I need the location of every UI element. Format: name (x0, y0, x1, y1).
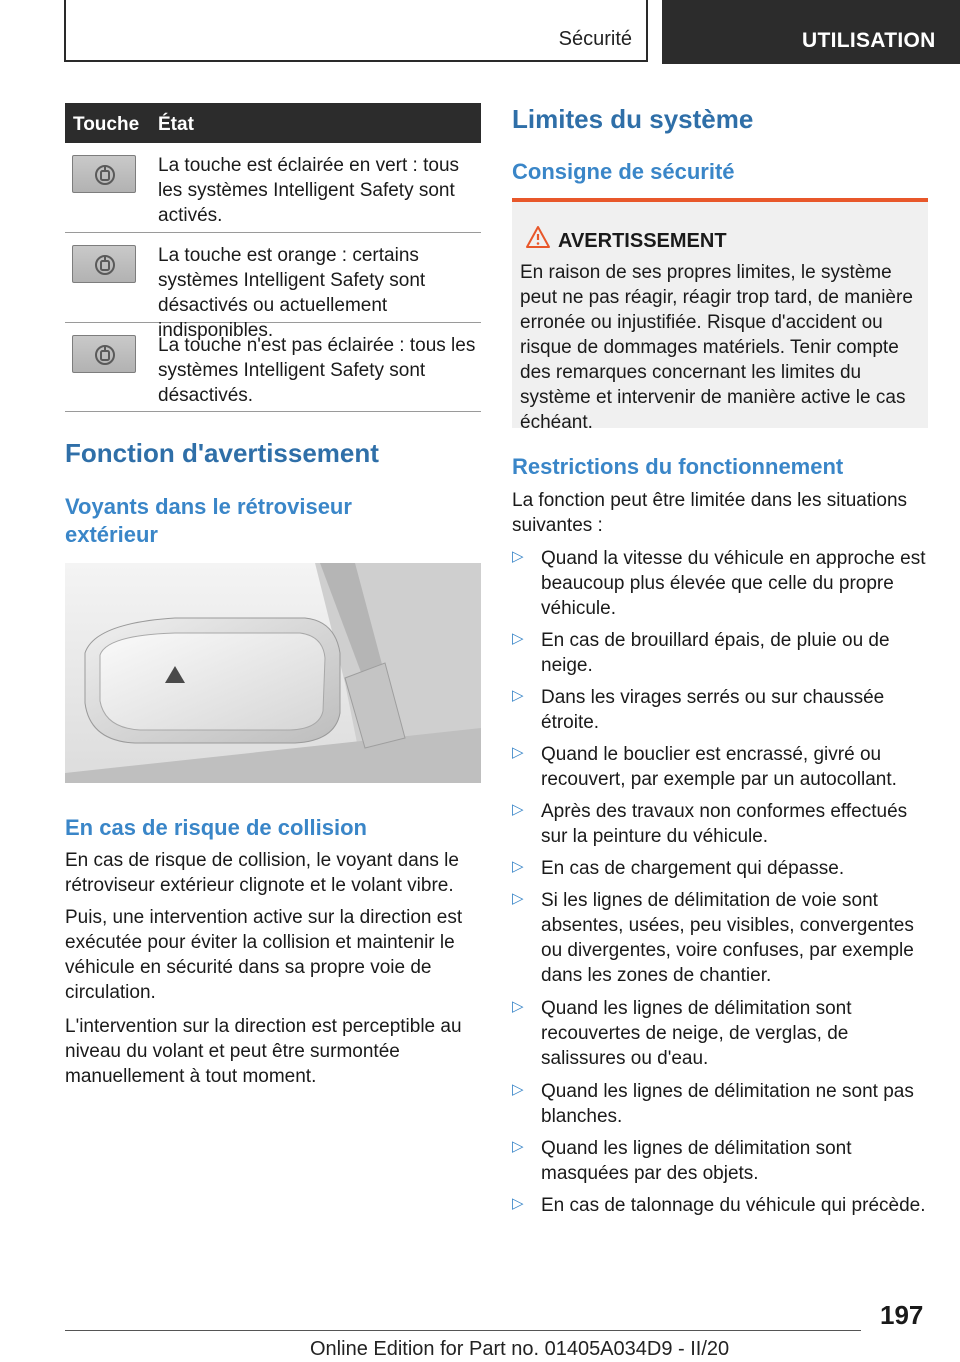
warning-title: AVERTISSEMENT (558, 230, 727, 252)
warning-text: En raison de ses propres limites, le système peut ne pas réagir, réagir trop tard, de manière erronée ou injustifiée. Risque d'accident ou risque de dommages matériels. Tenir compte des remarques concernant les limites du système et intervenir de manière active le cas échéant. (520, 262, 913, 433)
table-cell-state: La touche est orange : certains systèmes Intelligent Safety sont désactivés ou actuellement indisponibles. (158, 245, 426, 341)
bullet-triangle-icon: ▷ (512, 801, 524, 818)
button-state-table (65, 103, 481, 412)
bullet-triangle-icon: ▷ (512, 890, 524, 907)
bullet-triangle-icon: ▷ (512, 687, 524, 704)
table-header (65, 103, 481, 143)
heading-fonction-avertissement: Fonction d'avertissement (65, 438, 379, 468)
list-item-text: Quand la vitesse du véhicule en approche est beaucoup plus élevée que celle du propre véhicule. (541, 548, 926, 619)
header-chapter-tab: UTILISATION (662, 0, 960, 64)
header-section-title: Sécurité (558, 28, 632, 50)
heading-consigne: Consigne de sécurité (512, 159, 735, 184)
bullet-triangle-icon: ▷ (512, 1138, 524, 1155)
list-item-text: En cas de chargement qui dépasse. (541, 858, 845, 879)
list-item-text: En cas de brouillard épais, de pluie ou de neige. (541, 630, 890, 676)
bullet-triangle-icon: ▷ (512, 1195, 524, 1212)
footer-edition: Online Edition for Part no. 01405A034D9 - II/20 (310, 1338, 730, 1360)
header-frame (64, 0, 648, 62)
paragraph-collision-3: L'intervention sur la direction est perceptible au niveau du volant et peut être surmontée manuellement à tout moment. (65, 1016, 462, 1087)
safety-button-image (72, 155, 136, 193)
table-cell-state: La touche est éclairée en vert : tous les systèmes Intelligent Safety sont activés. (158, 155, 460, 226)
safety-button-icon (93, 162, 117, 188)
list-item-text: Si les lignes de délimitation de voie sont absentes, usées, peu visibles, convergentes ou divergentes, voire confuses, par exemple dans les zones de chantier. (541, 890, 914, 986)
table-row (65, 233, 481, 341)
bullet-triangle-icon: ▷ (512, 744, 524, 761)
list-item-text: Quand les lignes de délimitation sont masquées par des objets. (541, 1138, 852, 1184)
safety-button-icon (93, 252, 117, 278)
page-number: 197 (880, 1300, 924, 1330)
heading-limites: Limites du système (512, 104, 754, 134)
safety-button-image (72, 245, 136, 283)
bullet-triangle-icon: ▷ (512, 548, 524, 565)
paragraph-restrictions-intro: La fonction peut être limitée dans les situations suivantes : (512, 490, 908, 536)
list-item-text: Dans les virages serrés ou sur chaussée étroite. (541, 687, 885, 733)
footer-divider (65, 1330, 861, 1331)
warning-box (512, 198, 928, 433)
table-cell-state: La touche n'est pas éclairée : tous les systèmes Intelligent Safety sont désactivés. (158, 335, 476, 406)
mirror-photo (65, 563, 481, 783)
list-item-text: Après des travaux non conformes effectués sur la peinture du véhicule. (541, 801, 908, 847)
warning-triangle-icon (525, 225, 551, 249)
bullet-triangle-icon: ▷ (512, 630, 524, 647)
table-row (65, 143, 481, 233)
paragraph-collision-1: En cas de risque de collision, le voyant dans le rétroviseur extérieur clignote et le volant vibre. (65, 850, 459, 896)
table-header-key: Touche (73, 114, 140, 135)
safety-button-image (72, 335, 136, 373)
bullet-triangle-icon: ▷ (512, 998, 524, 1015)
safety-button-icon (93, 342, 117, 368)
table-row (65, 323, 481, 412)
list-item-text: Quand les lignes de délimitation sont recouvertes de neige, de verglas, de salissures ou d'eau. (541, 998, 852, 1069)
table-header-state: État (158, 114, 194, 135)
heading-voyants: Voyants dans le rétroviseur extérieur (65, 494, 352, 547)
list-item-text: Quand les lignes de délimitation ne sont pas blanches. (541, 1081, 914, 1127)
heading-collision: En cas de risque de collision (65, 815, 367, 840)
bullet-triangle-icon: ▷ (512, 858, 524, 875)
bullet-triangle-icon: ▷ (512, 1081, 524, 1098)
list-item-text: En cas de talonnage du véhicule qui précède. (541, 1195, 926, 1216)
paragraph-collision-2: Puis, une intervention active sur la direction est exécutée pour éviter la collision et maintenir le véhicule en sécurité dans sa propre voie de circulation. (65, 907, 463, 1003)
list-item-text: Quand le bouclier est encrassé, givré ou recouvert, par exemple par un autocollant. (541, 744, 897, 790)
heading-restrictions: Restrictions du fonctionnement (512, 454, 844, 479)
